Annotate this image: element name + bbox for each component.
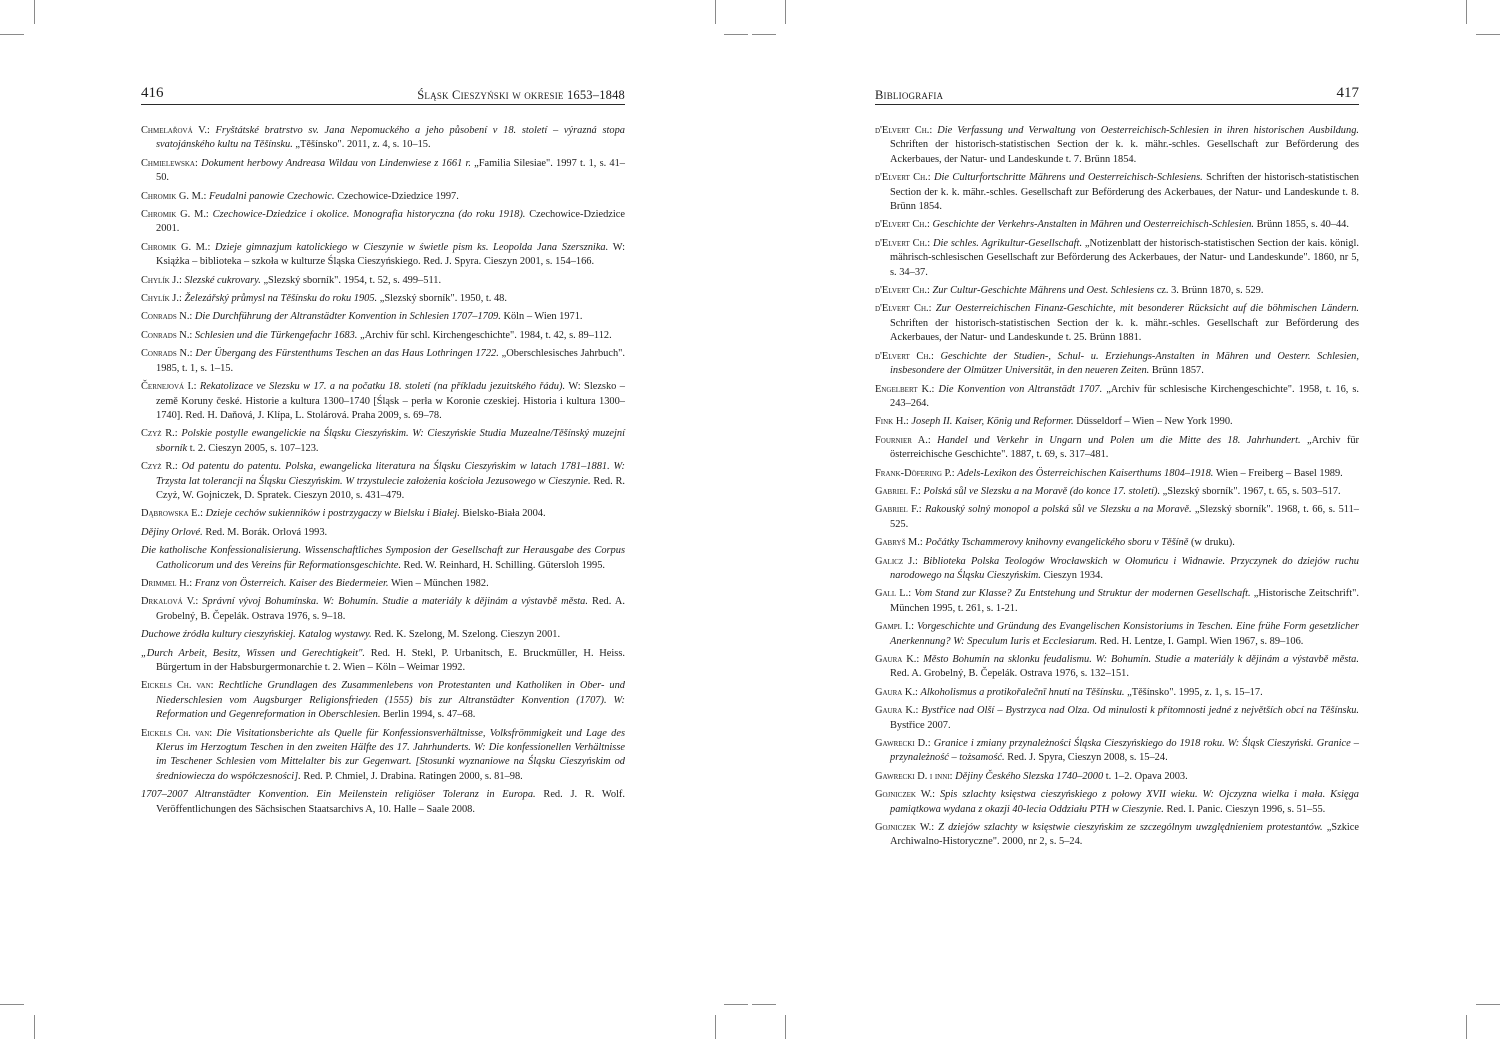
entry-title: Vorgeschichte und Gründung des Evangelischen Konsistoriums in Teschen. Eine frühe Form gesetzlicher Anerkennung? W: Speculum Iuris et Ecclesiarum.: [890, 621, 1359, 647]
entry-details: „Archiv für schlesische Kirchengeschichte". 1958, t. 16, s. 243–264.: [890, 383, 1359, 409]
crop-mark: [1466, 0, 1467, 24]
bibliography-entry: [875, 237, 1359, 280]
crop-mark: [0, 34, 24, 35]
crop-mark: [724, 1004, 748, 1005]
entry-author: Dąbrowska E.:: [141, 508, 203, 520]
entry-title: Die schles. Agrikultur-Gesellschaft.: [932, 237, 1083, 249]
entry-details: „Historische Zeitschrift". München 1995, t. 261, s. 1-21.: [890, 588, 1359, 614]
entry-details: Red. H. Stekl, P. Urbanitsch, E. Bruckmüller, H. Heiss. Bürgertum in der Habsburgermonarchie t. 2. Wien – Köln – Weimar 1992.: [156, 647, 625, 673]
running-title: Śląsk Cieszyński w okresie 1653–1848: [417, 88, 625, 102]
entry-author: Eickels Ch. van:: [141, 680, 214, 692]
entry-author: d'Elvert Ch.:: [875, 172, 931, 184]
entry-details: Wien – München 1982.: [390, 577, 489, 589]
entry-title: Bystřice nad Olší – Bystrzyca nad Olza. Od minulosti k přítomnosti jedné z největších obcí na Těšínsku.: [921, 705, 1359, 717]
bibliography-entry: [141, 208, 625, 237]
entry-details: W: Książka – biblioteka – szkoła w kulturze Śląska Cieszyńskiego. Red. J. Spyra. Cieszyn 2001, s. 154–166.: [156, 241, 625, 268]
running-title: Bibliografia: [875, 88, 944, 102]
bibliography-entry: [875, 788, 1359, 817]
bibliography-entry: [875, 124, 1359, 167]
entry-title: Vom Stand zur Klasse? Zu Entstehung und Struktur der modernen Gesellschaft.: [914, 588, 1251, 600]
entry-details: „Szkice Archiwalno-Historyczne". 2000, nr 2, s. 5–24.: [890, 822, 1359, 848]
crop-mark: [724, 34, 748, 35]
entry-title: Adels-Lexikon des Österreichischen Kaiserthums 1804–1918.: [957, 467, 1214, 479]
bibliography-entry: [141, 679, 625, 722]
bibliography-entry: [141, 526, 625, 540]
entry-details: Red. A. Grobelný, B. Čepelák. Ostrava 1976, s. 132–151.: [890, 668, 1129, 680]
entry-author: d'Elvert Ch.:: [875, 125, 933, 136]
entry-author: Gaura K.:: [875, 705, 919, 717]
crop-mark: [715, 0, 716, 24]
entry-author: Gabriel F.:: [875, 504, 922, 516]
entry-author: Engelbert K.:: [875, 383, 935, 395]
entry-title: Polskie postylle ewangelickie na Śląsku Cieszyńskim. W: Cieszyńskie Studia Muzealne/Těšínský muzejní sborník: [156, 428, 625, 454]
entry-author: d'Elvert Ch.:: [875, 303, 932, 315]
bibliography-entry: [875, 555, 1359, 584]
page-number: 416: [141, 85, 164, 101]
entry-details: Bystřice 2007.: [890, 719, 951, 731]
bibliography-entry: [875, 536, 1359, 550]
crop-mark: [785, 0, 786, 24]
entry-title: Spis szlachty księstwa cieszyńskiego z połowy XVII wieku. W: Ojczyzna wielka i mała. Księga pamiątkowa wydana z okazji 40-lecia Oddziału PTH w Cieszynie.: [890, 789, 1359, 815]
crop-mark: [34, 1015, 35, 1039]
entry-author: Gojniczek W.:: [875, 789, 936, 801]
entry-title: Dzieje gimnazjum katolickiego w Cieszynie w świetle pism ks. Leopolda Jana Szersznika.: [215, 241, 609, 253]
bibliography-entry: [141, 595, 625, 624]
entry-details: Brünn 1857.: [1151, 365, 1204, 377]
page-header: [875, 82, 1359, 105]
entry-title: Die katholische Konfessionalisierung. Wissenschaftliches Symposion der Gesellschaft zur Herausgabe des Corpus Catholicorum und des Vereins für Reformationsgeschichte.: [141, 545, 625, 571]
entry-author: Czyż R.:: [141, 428, 178, 440]
entry-author: Chylík J.:: [141, 293, 182, 305]
entry-author: d'Elvert Ch.:: [875, 219, 930, 231]
bibliography-list: [875, 124, 1359, 850]
entry-title: Granice i zmiany przynależności Śląska Cieszyńskiego do 1918 roku. W: Śląsk Cieszyński. Granice – przynależność – tożsamość.: [890, 738, 1359, 764]
bibliography-entry: [141, 380, 625, 423]
entry-title: Der Übergang des Fürstenthums Teschen an das Haus Lothringen 1722.: [195, 348, 499, 360]
bibliography-entry: [875, 171, 1359, 214]
entry-details: Wien – Freiberg – Basel 1989.: [1215, 467, 1343, 479]
entry-title: Alkoholismus a protikořalečnī hnutí na Těšínsku.: [920, 686, 1125, 698]
bibliography-entry: [141, 124, 625, 153]
entry-title: Duchowe źródła kultury cieszyńskiej. Katalog wystawy.: [141, 629, 372, 641]
entry-title: Rechtliche Grundlagen des Zusammenlebens von Protestanten und Katholiken in Ober- und Niederschlesien vom Augsburger Religionsfrieden (1555) bis zur Altranstädter Konvention (1707). W: Reformation und Gegenreformation in Oberschlesien.: [156, 680, 625, 721]
entry-title: Zur Oesterreichischen Finanz-Geschichte, mit besonderer Rücksicht auf die böhmischen Ländern.: [935, 303, 1359, 315]
entry-author: Gaura K.:: [875, 686, 918, 698]
right-page: [875, 82, 1359, 854]
bibliography-entry: [875, 653, 1359, 682]
bibliography-entry: [875, 284, 1359, 298]
page-number: 417: [1336, 85, 1359, 101]
bibliography-entry: [141, 310, 625, 324]
entry-author: Fink H.:: [875, 416, 909, 428]
entry-details: „Oberschlesisches Jahrbuch". 1985, t. 1, s. 1–15.: [156, 348, 625, 374]
bibliography-entry: [141, 329, 625, 343]
entry-author: d'Elvert Ch.:: [875, 285, 930, 297]
entry-title: Die Visitationsberichte als Quelle für Konfessionsverhältnisse, Volksfrömmigkeit und Lage des Klerus im Herzogtum Teschen in den zweiten Hälfte des 17. Jahrhunderts. W: Die konfessionellen Verhältnisse im Teschener Schlesien vom Mittelalter bis zur Gegenwart. [Stosunki wyznaniowe na Śląsku Cieszyńskim od średniowiecza do współczesności].: [156, 727, 625, 782]
crop-mark: [1466, 1015, 1467, 1039]
entry-title: Geschichte der Studien-, Schul- u. Erziehungs-Anstalten in Mähren und Oesterr. Schlesien, insbesondere der Olmützer Universität, in den neueren Zeiten.: [890, 350, 1359, 377]
crop-mark: [1476, 34, 1500, 35]
entry-details: Czechowice-Dziedzice 2001.: [156, 209, 625, 235]
bibliography-entry: [141, 274, 625, 288]
bibliography-entry: [141, 427, 625, 456]
crop-mark: [752, 34, 776, 35]
entry-title: Fryštátské bratrstvo sv. Jana Nepomuckého a jeho působení v 18. století – výrazná stopa svatojánského kultu na Těšínsku.: [156, 125, 625, 151]
entry-details: Red. J. Spyra, Cieszyn 2008, s. 15–24.: [1007, 752, 1168, 764]
bibliography-entry: [141, 241, 625, 270]
entry-details: Red. R. Czyż, W. Gojniczek, D. Spratek. Cieszyn 2010, s. 431–479.: [156, 475, 625, 501]
bibliography-entry: [875, 383, 1359, 412]
crop-mark: [752, 1004, 776, 1005]
bibliography-entry: [875, 770, 1359, 784]
crop-mark: [785, 1015, 786, 1039]
entry-author: Černejová I.:: [141, 381, 197, 393]
entry-author: Chromik G. M.:: [141, 241, 211, 253]
entry-author: Drimmel H.:: [141, 577, 193, 589]
entry-details: „Slezský sborník". 1967, t. 65, s. 503–517.: [1162, 485, 1341, 497]
entry-author: Gaura K.:: [875, 654, 920, 665]
entry-details: „Archiv für österreichische Geschichte". 1887, t. 69, s. 317–481.: [890, 434, 1359, 461]
entry-author: Galicz J.:: [875, 555, 918, 567]
entry-title: Železářský průmysl na Těšínsku do roku 1905.: [184, 293, 378, 305]
entry-details: Cieszyn 1934.: [1043, 569, 1103, 581]
entry-title: Die Durchführung der Altranstädter Konvention in Schlesien 1707–1709.: [194, 311, 501, 323]
bibliography-entry: [141, 727, 625, 785]
bibliography-entry: [875, 737, 1359, 766]
bibliography-entry: [875, 434, 1359, 463]
entry-author: Eickels Ch. van:: [141, 727, 213, 739]
entry-title: Město Bohumín na sklonku feudalismu. W: Bohumín. Studie a materiály k dějinám a výstavbě města.: [923, 654, 1359, 665]
entry-author: Conrads N.:: [141, 311, 193, 323]
entry-details: Schriften der historisch-statistischen Section der k. k. mähr.-schles. Gesellschaft zur Beförderung des Ackerbaues, der Natur- und Landeskunde t. 7. Brünn 1854.: [890, 139, 1359, 165]
entry-title: Od patentu do patentu. Polska, ewangelicka literatura na Śląsku Cieszyńskim w latach 1781–1881. W: Trzysta lat tolerancji na Śląsku Cieszyńskim. W trzystulecie założenia kościoła Jezusowego w Cieszynie.: [156, 461, 625, 487]
entry-title: Zur Cultur-Geschichte Mährens und Oest. Schlesiens: [932, 285, 1155, 297]
entry-details: W: Slezsko – země Koruny české. Historie a kultura 1300–1740 [Śląsk – perła w Koronie czeskiej. Historia i kultura 1300–1740]. Red. H. Daňová, J. Klípa, L. Stolárová. Praha 2009, s. 69–78.: [156, 381, 625, 421]
entry-title: Die Konvention von Altranstädt 1707.: [938, 383, 1103, 395]
entry-author: Chmelařová V.:: [141, 125, 210, 136]
entry-author: Fournier A.:: [875, 434, 931, 446]
entry-author: Chromik G. M.:: [141, 209, 209, 221]
entry-author: Gabryš M.:: [875, 537, 923, 549]
bibliography-entry: [141, 544, 625, 573]
entry-title: Rekatolizace ve Slezsku w 17. a na počatku 18. století (na příkladu jezuitského řádu).: [199, 381, 566, 393]
entry-author: Conrads N.:: [141, 329, 193, 341]
entry-author: Gabriel F.:: [875, 485, 921, 497]
entry-details: Berlin 1994, s. 47–68.: [383, 709, 476, 721]
entry-details: Düsseldorf – Wien – New York 1990.: [1076, 416, 1233, 428]
entry-author: Gawrecki D. i inni:: [875, 770, 953, 782]
entry-title: Die Culturfortschritte Mährens und Oesterreichisch-Schlesiens.: [934, 172, 1203, 184]
bibliography-entry: [141, 647, 625, 676]
bibliography-entry: [141, 507, 625, 521]
entry-title: Dzieje cechów sukienników i postrzygaczy w Bielsku i Białej.: [205, 508, 460, 520]
bibliography-entry: [875, 821, 1359, 850]
bibliography-entry: [875, 415, 1359, 429]
entry-title: Dokument herbowy Andreasa Wildau von Lindenwiese z 1661 r.: [201, 157, 471, 169]
entry-details: cz. 3. Brünn 1870, s. 529.: [1156, 285, 1264, 297]
bibliography-entry: [141, 577, 625, 591]
entry-title: Die Verfassung und Verwaltung von Oesterreichisch-Schlesien in ihren historischen Ausbildung.: [937, 125, 1359, 136]
entry-title: Rakouský solný monopol a polská sůl ve Slezsku a na Moravě.: [924, 504, 1192, 516]
entry-details: „Slezský sborník". 1950, t. 48.: [379, 293, 507, 305]
entry-title: Czechowice-Dziedzice i okolice. Monografia historyczna (do roku 1918).: [212, 209, 526, 221]
entry-title: 1707–2007 Altranstädter Konvention. Ein Meilenstein religiöser Toleranz in Europa.: [141, 789, 536, 801]
page-header: [141, 82, 625, 105]
entry-details: Bielsko-Biała 2004.: [462, 508, 546, 520]
entry-details: Schriften der historisch-statistischen Section der k. k. mähr.-schles. Gesellschaft zur Beförderung des Ackerbaues, der Natur- und Landeskunde t. 8. Brünn 1854.: [890, 172, 1359, 213]
entry-author: Czyż R.:: [141, 461, 178, 473]
bibliography-entry: [141, 157, 625, 186]
entry-author: Chylík J.:: [141, 274, 182, 286]
bibliography-entry: [875, 218, 1359, 232]
bibliography-entry: [875, 503, 1359, 532]
entry-details: „Archiv für schl. Kirchengeschichte". 1984, t. 42, s. 89–112.: [360, 329, 612, 341]
entry-title: Počátky Tschammerovy knihovny evangelického sboru v Těšíně: [925, 537, 1189, 549]
crop-mark: [715, 1015, 716, 1039]
entry-details: Brünn 1855, s. 40–44.: [1256, 219, 1349, 231]
entry-title: Handel und Verkehr in Ungarn und Polen um die Mitte des 18. Jahrhundert.: [937, 434, 1301, 446]
entry-author: Gampl I.:: [875, 621, 914, 633]
entry-title: Dějiny Českého Slezska 1740–2000: [955, 770, 1104, 782]
bibliography-list: [141, 124, 625, 817]
entry-details: Red. J. R. Wolf. Veröffentlichungen des Sächsischen Staatsarchivs A, 10. Halle – Saale 2008.: [156, 789, 625, 815]
entry-author: Chromik G. M.:: [141, 190, 207, 202]
bibliography-entry: [141, 628, 625, 642]
entry-title: Geschichte der Verkehrs-Anstalten in Mähren und Oesterreichisch-Schlesien.: [932, 219, 1254, 231]
entry-details: Köln – Wien 1971.: [503, 311, 583, 323]
entry-title: Feudalni panowie Czechowic.: [208, 190, 335, 202]
entry-details: „Těšínsko". 2011, z. 4, s. 10–15.: [295, 139, 431, 151]
entry-author: Drkalová V.:: [141, 596, 199, 608]
bibliography-entry: [141, 292, 625, 306]
entry-author: Conrads N.:: [141, 348, 193, 360]
crop-mark: [0, 1004, 24, 1005]
entry-details: „Slezský sborník". 1968, t. 66, s. 511–525.: [890, 504, 1359, 530]
entry-details: „Familia Silesiae". 1997 t. 1, s. 41–50.: [156, 157, 625, 184]
bibliography-entry: [141, 190, 625, 204]
entry-details: „Notizenblatt der historisch-statistischen Section der kais. königl. mährisch-schlesischen Gesellschaft zur Beförderung des Ackerbaues, der Natur- und Landeskunde". 1860, nr 5, s. 34–37.: [890, 237, 1359, 278]
entry-author: Gall L.:: [875, 588, 912, 600]
left-page: [141, 82, 625, 821]
entry-details: t. 1–2. Opava 2003.: [1105, 770, 1188, 782]
crop-mark: [34, 0, 35, 24]
bibliography-entry: [875, 302, 1359, 345]
entry-title: Správní vývoj Bohumínska. W: Bohumín. Studie a materiály k dějinám a výstavbě města.: [202, 596, 588, 608]
entry-author: Frank-Döfering P.:: [875, 467, 955, 479]
crop-mark: [1476, 1004, 1500, 1005]
entry-author: d'Elvert Ch.:: [875, 350, 934, 362]
bibliography-entry: [875, 350, 1359, 379]
bibliography-entry: [875, 485, 1359, 499]
entry-details: Red. K. Szelong, M. Szelong. Cieszyn 2001.: [374, 629, 561, 641]
entry-title: Dějiny Orlové.: [141, 526, 203, 538]
bibliography-entry: [875, 467, 1359, 481]
entry-details: (w druku).: [1190, 537, 1235, 549]
entry-details: Red. M. Borák. Orlová 1993.: [205, 526, 328, 538]
entry-details: Schriften der historisch-statistischen Section der k. k. mähr.-schles. Gesellschaft zur Beförderung des Ackerbaues, der Natur- und Landeskunde t. 25. Brünn 1881.: [890, 317, 1359, 344]
entry-author: Chmielewska:: [141, 157, 198, 169]
entry-author: Gawrecki D.:: [875, 738, 931, 750]
entry-details: Red. I. Panic. Cieszyn 1996, s. 51–55.: [1166, 803, 1326, 815]
entry-details: Red. P. Chmiel, J. Drabina. Ratingen 2000, s. 81–98.: [303, 770, 523, 782]
bibliography-entry: [141, 460, 625, 503]
entry-details: Red. A. Grobelný, B. Čepelák. Ostrava 1976, s. 9–18.: [156, 596, 625, 622]
entry-details: „Těšínsko". 1995, z. 1, s. 15–17.: [1127, 686, 1263, 698]
entry-details: Czechowice-Dziedzice 1997.: [337, 190, 459, 202]
entry-title: Z dziejów szlachty w księstwie cieszyńskim ze szczególnym uwzględnieniem protestantów.: [938, 822, 1323, 834]
entry-title: Joseph II. Kaiser, König und Reformer.: [911, 416, 1074, 428]
entry-title: Schlesien und die Türkengefachr 1683.: [194, 329, 358, 341]
entry-title: Biblioteka Polska Teologów Wrocławskich w Ołomuńcu i Widnawie. Przyczynek do dziejów ruchu narodowego na Śląsku Cieszyńskim.: [890, 555, 1359, 581]
bibliography-entry: [875, 620, 1359, 649]
entry-details: t. 2. Cieszyn 2005, s. 107–123.: [189, 442, 319, 454]
bibliography-entry: [875, 704, 1359, 733]
bibliography-entry: [141, 788, 625, 817]
entry-details: „Slezský sborník". 1954, t. 52, s. 499–511.: [263, 274, 442, 286]
entry-title: Slezské cukrovary.: [184, 274, 261, 286]
entry-title: Franz von Österreich. Kaiser des Biedermeier.: [194, 577, 389, 589]
bibliography-entry: [141, 347, 625, 376]
entry-author: Gojniczek W.:: [875, 822, 935, 834]
entry-author: d'Elvert Ch.:: [875, 237, 931, 249]
entry-title: Polská sůl ve Slezsku a na Moravě (do konce 17. století).: [923, 485, 1161, 497]
entry-title: „Durch Arbeit, Besitz, Wissen und Gerechtigkeit".: [141, 647, 366, 659]
bibliography-entry: [875, 686, 1359, 700]
entry-details: Red. W. Reinhard, H. Schilling. Gütersloh 1995.: [403, 559, 605, 571]
entry-details: Red. H. Lentze, I. Gampl. Wien 1967, s. 89–106.: [1099, 635, 1304, 647]
bibliography-entry: [875, 587, 1359, 616]
